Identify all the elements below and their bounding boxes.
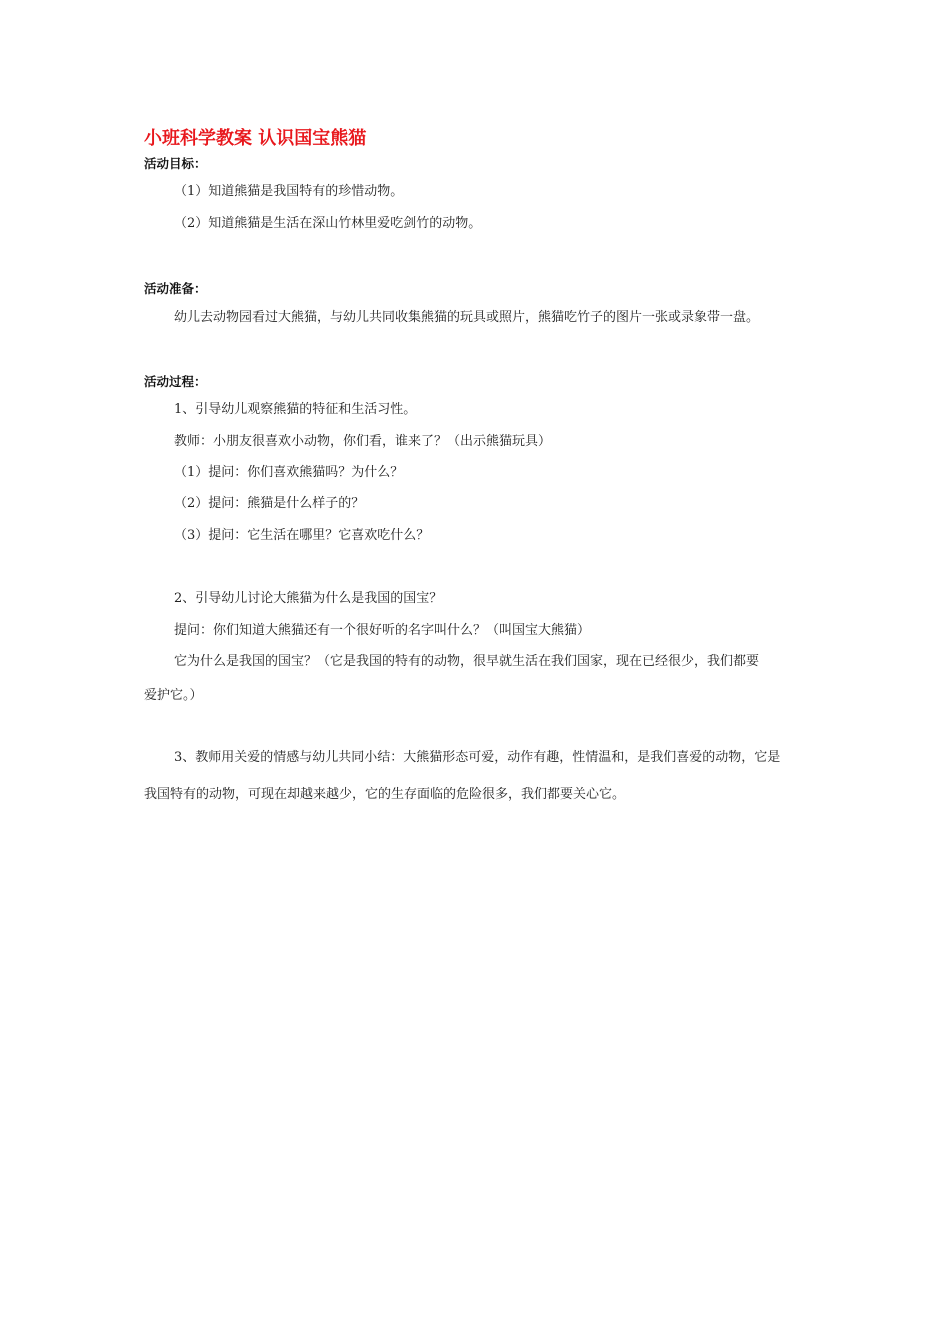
step3-line-2: 我国特有的动物，可现在却越来越少，它的生存面临的危险很多，我们都要关心它。 <box>144 787 626 802</box>
preparation-heading: 活动准备： <box>144 281 207 296</box>
step1-question-1: （1）提问：你们喜欢熊猫吗？为什么？ <box>174 465 404 480</box>
step2-question: 提问：你们知道大熊猫还有一个很好听的名字叫什么？（叫国宝大熊猫） <box>174 623 591 638</box>
goals-heading: 活动目标： <box>144 156 207 171</box>
step2-answer-line-1: 它为什么是我国的国宝？（它是我国的特有的动物，很早就生活在我们国家，现在已经很少，我们都要 <box>174 654 760 669</box>
step3-line-1: 3、教师用关爱的情感与幼儿共同小结：大熊猫形态可爱，动作有趣，性情温和，是我们喜爱的动物，它是 <box>174 750 781 765</box>
preparation-text: 幼儿去动物园看过大熊猫，与幼儿共同收集熊猫的玩具或照片，熊猫吃竹子的图片一张或录象带一盘。 <box>174 310 760 325</box>
step2-answer-line-2: 爱护它。） <box>144 688 203 703</box>
step1-question-3: （3）提问：它生活在哪里？它喜欢吃什么？ <box>174 528 430 543</box>
goal-item-2: （2）知道熊猫是生活在深山竹林里爱吃剑竹的动物。 <box>174 216 482 231</box>
step2-title: 2、引导幼儿讨论大熊猫为什么是我国的国宝？ <box>174 591 443 606</box>
step1-question-2: （2）提问：熊猫是什么样子的？ <box>174 496 365 511</box>
process-heading: 活动过程： <box>144 374 207 389</box>
step1-title: 1、引导幼儿观察熊猫的特征和生活习性。 <box>174 402 417 417</box>
step1-teacher-line: 教师：小朋友很喜欢小动物，你们看，谁来了？（出示熊猫玩具） <box>174 434 552 449</box>
document-title: 小班科学教案 认识国宝熊猫 <box>144 128 367 149</box>
goal-item-1: （1）知道熊猫是我国特有的珍惜动物。 <box>174 184 404 199</box>
